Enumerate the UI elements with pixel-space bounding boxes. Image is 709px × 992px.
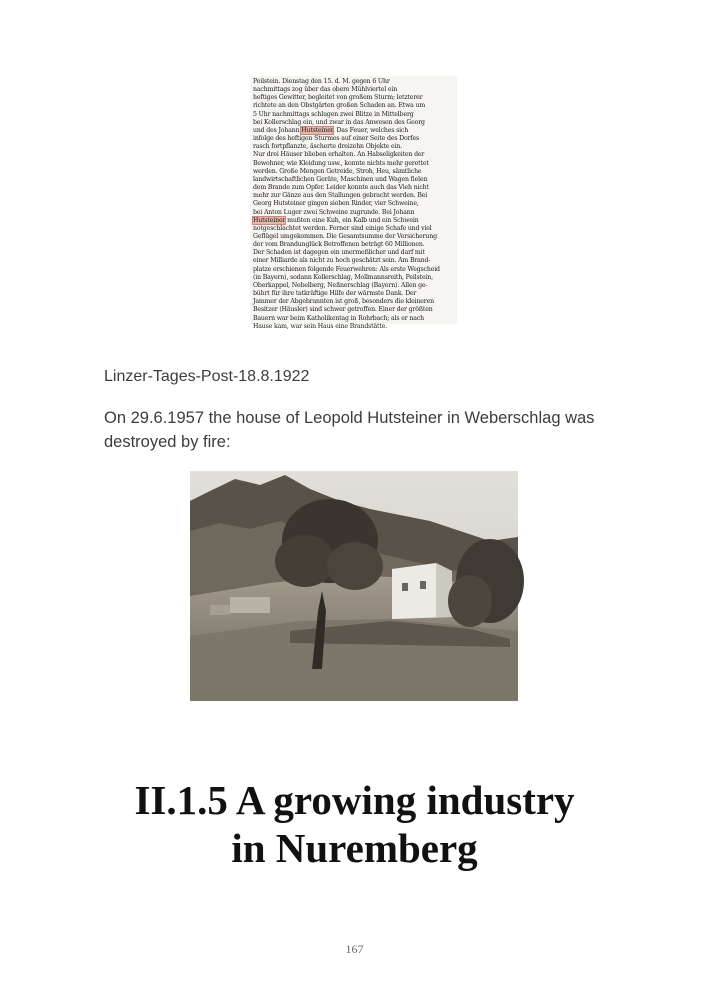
clipping-caption: Linzer-Tages-Post-18.8.1922 [104,368,310,385]
body-paragraph: On 29.6.1957 the house of Leopold Hutsteiner in Weberschlag was destroyed by fire: [104,409,595,451]
clipping-line: Jammer der Abgebrannten ist groß, besonders die kleineren [253,298,434,306]
clipping-line: Bauern war beim Katholikentag in Rohrbach; als er nach [253,314,424,322]
clipping-line: Oberkappel, Nebelberg, Neßnerschlag (Bayern). Allen ge- [253,281,428,289]
clipping-line: landwirtschaftlichen Geräte, Maschinen und Wagen fielen [253,175,428,183]
clipping-line: notgeschlachtet werden. Ferner sind einige Schafe und viel [253,224,432,232]
clipping-line: Geflügel umgekommen. Die Gesamtsumme der Versicherung [253,232,437,240]
clipping-text [250,76,457,333]
clipping-line: infolge des heftigen Sturmes auf einer Seite des Dorfes [253,135,420,143]
clipping-line: Der Schaden ist dagegen ein unermeßlicher und darf mit [253,249,425,257]
clipping-line: werden. Große Mengen Getreide, Stroh, Heu, sämtliche [253,167,422,175]
clipping-line: Besitzer (Häusler) sind schwer getroffen. Einer der größten [253,306,433,314]
clipping-line: Peilstein. Dienstag den 15. d. M. gegen 6 Uhr [253,78,390,85]
clipping-line: nachmittags zog über das obere Mühlviertel ein [253,86,398,94]
clipping-line: richtete an den Obstgärten großen Schaden an. Etwa um [253,102,426,110]
clipping-line: bührt für ihre tatkräftige Hilfe der wärmste Dank. Der [253,290,417,298]
clipping-line: mehr zur Gänze aus den Stallungen gebracht werden. Bei [253,192,428,200]
clipping-line: einer Milliarde als nicht zu hoch geschätzt sein. Am Brand- [253,257,431,265]
section-heading-line2: in Nuremberg [231,825,478,871]
clipping-line: dem Brande zum Opfer. Leider konnte auch das Vieh nicht [253,184,429,192]
clipping-line: platze erschienen folgende Feuerwehren: Als erste Wegscheid [253,265,440,273]
section-heading-line1: II.1.5 A growing industry [134,777,575,823]
newspaper-clipping [250,76,457,330]
section-heading [0,776,709,872]
page-number: 167 [345,942,364,956]
clipping-line: Hause kam, war sein Haus eine Brandstätte. [253,322,388,330]
clipping-line: (in Bayern), sodann Kollerschlag, Mollmannsreith, Peilstein, [253,273,433,281]
clipping-line: und des Johann Hutsteiner. Das Feuer, welches sich [253,126,409,134]
clipping-line: Bewohner, wie Kleidung usw., konnte nichts mehr gerettet [253,159,429,167]
clipping-line: bei Kollerschlag ein, und zwar in das Anwesen des Georg [253,118,425,126]
clipping-line: der vom Brandunglück Betroffenen beträgt 60 Millionen. [253,241,425,249]
clipping-line: 5 Uhr nachmittags schlugen zwei Blitze in Mittelberg [253,110,414,118]
clipping-line: rasch fortpflanzte, äscherte dreizehn Objekte ein. [253,143,402,151]
house-photo [190,471,518,701]
clipping-line: Georg Hutsteiner gingen sieben Rinder, vier Schweine, [253,200,419,208]
clipping-line: heftiges Gewitter, begleitet von großem Sturm; letzterer [253,94,423,102]
clipping-line: Hutsteiner mußten eine Kuh, ein Kalb und ein Schwein [253,216,419,224]
clipping-line: bei Anton Luger zwei Schweine zugrunde. Bei Johann [253,208,415,216]
clipping-line: Nur drei Häuser blieben erhalten. An Habseligkeiten der [253,151,425,159]
